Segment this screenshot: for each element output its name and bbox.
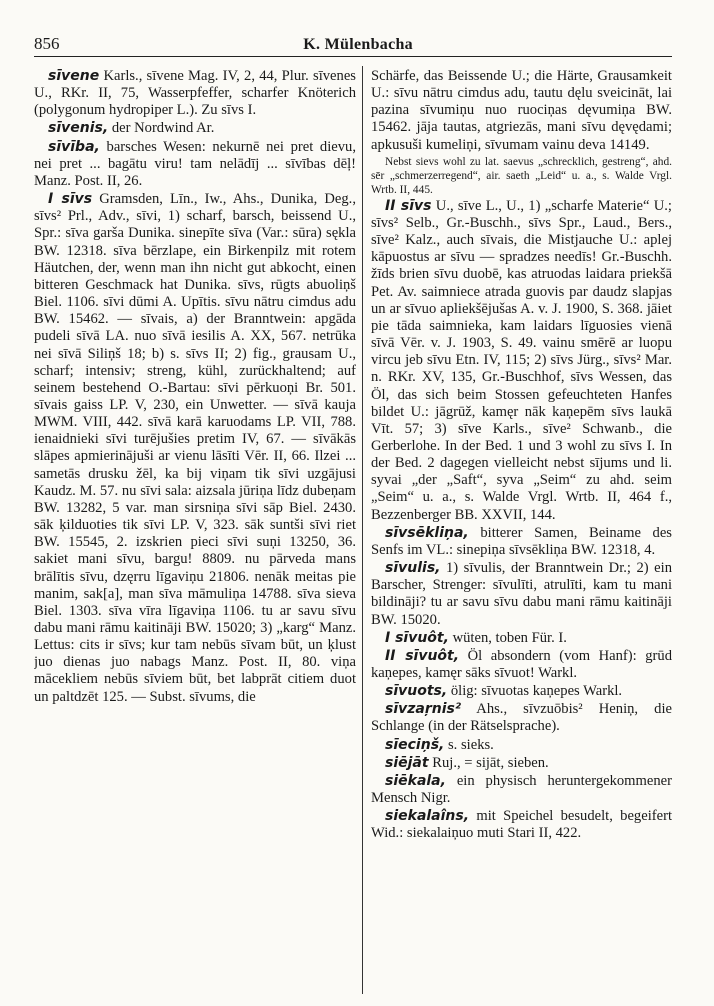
entry-text: Nebst sievs wohl zu lat. saevus „schrecklich, gestreng“, ahd. sēr „schmerzerregend“, air. saeth „Leid“ u. a., s. Walde Vrgl. Wrtb. II, 445. [371, 155, 672, 196]
dictionary-entry [371, 755, 672, 772]
dictionary-entry [371, 525, 672, 559]
page-header [34, 26, 672, 57]
headword: I sīvuôt, [385, 629, 449, 646]
column-divider [362, 66, 363, 994]
left-column [34, 68, 356, 993]
running-title: K. Mülenbacha [303, 36, 413, 53]
headword: siējāt [385, 754, 429, 771]
dictionary-entry-continued [371, 68, 672, 154]
etymology-note [371, 155, 672, 197]
entry-text: der Nordwind Ar. [111, 120, 215, 137]
headword: II sīvuôt, [385, 647, 460, 664]
page-number: 856 [34, 34, 60, 53]
entry-text: wüten, toben Für. I. [452, 629, 567, 646]
headword: sīvulis, [385, 560, 441, 577]
dictionary-entry [371, 648, 672, 682]
dictionary-entry [371, 737, 672, 754]
entry-text: ölig: sīvuotas kaņepes Warkl. [450, 683, 623, 700]
dictionary-entry [34, 139, 356, 190]
dictionary-entry [34, 68, 356, 119]
headword: siēkala, [385, 772, 446, 789]
entry-text: barsches Wesen: nekurnē nei pret dievu, nei pret ... bagātu viru! tam nelādīj ... sīvības dēļ! Manz. Post. II, 26. [34, 138, 356, 189]
entry-text: Öl absondern (vom Hanf): grūd kaņepes, kamęr sāks sīvuot! Warkl. [371, 647, 672, 681]
dictionary-entry [34, 120, 356, 137]
dictionary-entry [34, 191, 356, 706]
entry-text: Schärfe, das Beissende U.; die Härte, Grausamkeit U.: sīvu nātru cimdus adu, tautu dęlu sveicināt, lai pazina sīvumiņu nuo ruociņas dęvumiņa BW. 15462. jāja tautas, atgriezās, mani sīvu dęvędami; apkusuši kumeliņi, sīvumam vainu deva 14149. [371, 68, 672, 153]
dictionary-entry [371, 683, 672, 700]
entry-text: Ruj., = sijāt, sieben. [432, 754, 549, 771]
entry-text: 1) sīvulis, der Branntwein Dr.; 2) ein Barscher, Strenger: sīvulīti, atrulīti, kam tu mani bildināji? tu ar savu sīvu dabu mani rāmu kaitināji BW. 15020. [371, 560, 672, 628]
entry-text: ein physisch heruntergekommener Mensch Nigr. [371, 772, 672, 807]
headword: sīvzaŗnis² [385, 701, 461, 718]
headword: sīvība, [48, 138, 100, 155]
dictionary-entry [371, 773, 672, 807]
dictionary-entry [371, 198, 672, 524]
headword: sīeciņš, [385, 736, 445, 753]
entry-text: mit Speichel besudelt, begeifert Wid.: siekalaiņuo muti Stari II, 422. [371, 808, 672, 842]
headword: sīvenis, [48, 120, 109, 137]
dictionary-entry [371, 630, 672, 647]
dictionary-entry [371, 701, 672, 735]
entry-text: Ahs., sīvzuōbis² Heniņ, die Schlange (in der Rätselsprache). [371, 701, 672, 735]
entry-text: U., sīve L., U., 1) „scharfe Materie“ U.; sīvs² Selb., Gr.-Buschh., sīvs Spr., Laud., Bers., sīve² Kalz., auch sīvais, die Mistjauche U.: aplej kāpuostus ar sīvu — spradzes needīs! Gr.-Buschh. žīds brien sīvu duobē, kas atruodas laidara priekšā Pet. Av. saimniece atrada guovis par daudz slapjas un ar sīvuo apliekšējušas A. v. J. 1900, S. 368. jāiet pie tāda saimnieka, kam laidars līguosies vienā sīvā Vēr. v. J. 1903, S. 49. vainu smērē ar luopu vircu jeb sīvu Etn. IV, 115; 2) sīvs Jürg., sīvs² Mar. n. RKr. XV, 135, Gr.-Buschhof, sīvs Wessen, das Öl, das sich beim Stossen gefeuchteten Hanfes bildet U.: jāgrūž, kamęr nāk kaņepēm sīvs laukā Vīt. 57; 3) sīve Karls., sīve² Schwanb., die Gerberlohe. In der Bed. 1 und 3 wohl zu sīvs I. In der Bed. 2 dagegen vielleicht nebst sījums und li. syvai „der „Saft“, syva „Seim“ zu ahd. seim „Seim“ u. a., s. Walde Vrgl. Wrtb. II, 464 f., Bezzenberger BB. XXVII, 144. [371, 197, 672, 523]
right-column [371, 68, 672, 993]
headword: sīvene [48, 68, 100, 84]
entry-text: Karls., sīvene Mag. IV, 2, 44, Plur. sīvenes U., RKr. II, 75, Wasserpfeffer, scharfer Knöterich (polygonum hydropiper L.). Zu sīvs I. [34, 68, 356, 119]
headword: siekalaîns, [385, 808, 470, 825]
entry-text: Gramsden, Līn., Iw., Ahs., Dunika, Deg., sīvs² Prl., Adv., sīvi, 1) scharf, barsch, beissend U., Spr.: sīva garša Dunika. sinepīte sīva (Var.: sūra) sękla BW. 12318. sīva bērzlape, ein Birkenpilz mit rotem Häutchen, der, wenn man ihn nicht gut abkocht, einen bitteren Geschmack hat Dunika. sīvs, rūgts abuoliņš Biel. 1106. sīvi dūmi A. Upītis. sīvu nātru cimdus adu BW. 15462. — sīvais, a) der Branntwein: apgāda pudeli sīvā LA. nuo sīvā iesilis A. XX, 567. netrūka nei sīvā Siliņš 18; b) s. sīvs II; 2) fig., grausam U., scharf; intensiv; streng, kühl, zurückhaltend; auf seinem bestehend O.-Bartau: sīvi pērkuoņi Br. 501. sīvais gaiss LP. V, 230, ein Unwetter. — sīvā kauja MWM. VIII, 442. sīvā karā karuodams LP. VII, 788. ienaidnieki sīvi turējušies pretim IV, 67. — sīvākās slāpes apmierinājuši ar vienu lāsīti Vēr. II, 66. Ilzei ... sametās drusku žēl, ka bij viņam tik sīvi uzgājusi Kaudz. M. 57. nu sīvi sala: aizsala jūriņa līdz dubeņam BW. 13282, 5 var. man sirsniņa sīvi sāp Biel. 2430. sāk ķilduoties tik sīvi LP. V, 323. sāk suntši sīvi riet BW. 15545, 2. izskrien pieci sīvi suņi 13250, 36. sakiet mani sīvu, bargu! 8809. nu pārveda mans brālītis sīvu, dzęrru līgaviņu 21806. nenāk meitas pie manim, sak[a], man sīva māmuliņa 14788. sīva sieva Biel. 1303. sīva vīra līgaviņa 1106. tu ar savu sīvu dabu mani rāmu kaitināji BW. 15020; 3) „karg“ Manz. Lettus: cits ir sīvs; kur tam nebūs sīvam būt, un ķlust juo dienas juo nabags Manz. Post. II, 80. viņa mācekliem nebūs sīviem būt, bet labprāt citiem duot un paltdzēt 125. — Subst. sīvums, die [34, 191, 356, 705]
entry-text: bitterer Samen, Beiname des Senfs im VL.: sinepiņa sīvsēkliņa BW. 12318, 4. [371, 524, 672, 558]
headword: II sīvs [385, 197, 432, 214]
entry-text: s. sieks. [448, 736, 494, 753]
headword: sīvuots, [385, 683, 448, 700]
headword: sīvsēkliņa, [385, 524, 469, 541]
dictionary-entry [371, 808, 672, 842]
dictionary-entry [371, 560, 672, 629]
headword: I sīvs [48, 191, 93, 208]
